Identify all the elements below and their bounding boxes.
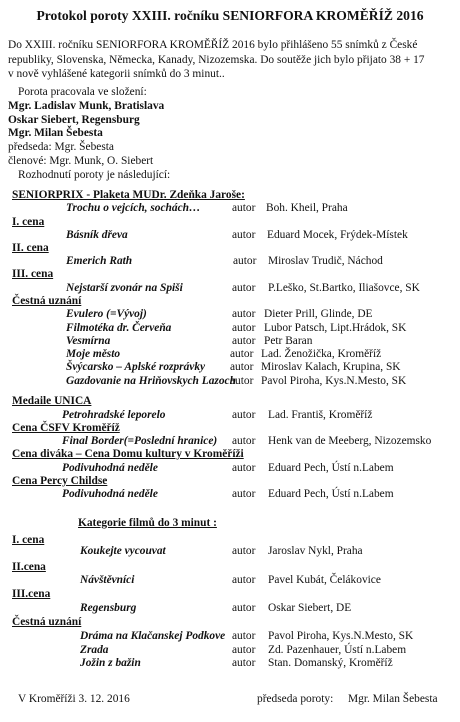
jury-chair: předseda: Mgr. Šebesta [8,141,114,154]
author-label: autor [232,644,256,656]
section-category-3min: Kategorie filmů do 3 minut : [78,517,217,529]
author-name: P.Leško, St.Bartko, Iliašovce, SK [268,282,420,294]
award-row [0,409,460,423]
intro-line: v nově vyhlášené kategorii snímků do 3 minut.. [8,68,225,80]
author-label: autor [232,574,256,586]
section-unica: Medaile UNICA [12,395,92,407]
author-label: autor [232,229,256,241]
author-name: Zd. Pazenhauer, Ústí n.Labem [268,644,407,656]
section-3min-first: I. cena [12,534,45,546]
section-third-prize: III. cena [12,268,54,280]
film-title: Koukejte vycouvat [80,545,166,557]
author-label: autor [232,409,256,421]
award-row [0,657,460,671]
author-name: Pavol Piroha, Kys.N.Mesto, SK [261,375,407,387]
award-row [0,308,460,322]
film-title: Moje město [66,348,121,360]
film-title: Trochu o vejcích, sochách… [66,202,201,214]
section-seniorprix: SENIORPRIX - Plaketa MUDr. Zdeňka Jaroše: [12,189,245,201]
intro-line: Do XXIII. ročníku SENIORFORA KROMĚŘÍŽ 2016 bylo přihlášeno 55 snímků z České [8,39,418,51]
award-row [0,322,460,336]
author-label: autor [232,308,256,320]
award-row [0,435,460,449]
award-row [0,361,460,375]
film-title: Petrohradské leporelo [62,409,166,421]
document-title: Protokol poroty XXIII. ročníku SENIORFORA KROMĚŘÍŽ 2016 [36,8,424,23]
author-label: autor [232,282,256,294]
award-row [0,335,460,349]
intro-paragraph [8,38,454,82]
film-title: Vesmírna [66,335,111,347]
section-first-prize: I. cena [12,216,45,228]
place-date: V Kroměříži 3. 12. 2016 [18,693,130,705]
award-row [0,375,460,389]
film-title: Zrada [80,644,109,656]
film-title: Švýcarsko – Aplské rozprávky [66,361,206,373]
author-name: Lad. Františ, Kroměříž [268,409,373,421]
award-row [0,348,460,362]
author-label: autor [232,630,256,642]
jury-decision: Rozhodnutí poroty je následující: [18,168,171,181]
award-row [0,602,460,616]
author-label: autor [233,255,257,267]
film-title: Nejstarší zvonár na Spiši [66,282,183,294]
section-second-prize: II. cena [12,242,49,254]
jury-member: Oskar Siebert, Regensburg [8,113,140,126]
author-label: autor [232,322,256,334]
film-title: Podivuhodná neděle [62,488,158,500]
film-title: Jožin z bažin [80,657,141,669]
author-label: autor [232,602,256,614]
award-row [0,644,460,658]
author-name: Eduard Pech, Ústí n.Labem [268,488,394,500]
film-title: Dráma na Klačanskej Podkove [80,630,226,642]
film-title: Regensburg [80,602,137,614]
author-name: Petr Baran [264,335,313,347]
author-name: Pavol Piroha, Kys.N.Mesto, SK [268,630,414,642]
film-title: Návštěvníci [80,574,135,586]
section-3min-honorable: Čestná uznání [12,616,82,628]
award-row [0,462,460,476]
author-name: Jaroslav Nykl, Praha [268,545,363,557]
award-row [0,255,460,269]
jury-others: členové: Mgr. Munk, O. Siebert [8,154,154,167]
film-title: Emerich Rath [66,255,133,267]
author-name: Eduard Mocek, Frýdek-Místek [267,229,408,241]
film-title: Gazdovanie na Hriňovskych Lazoch [66,375,236,387]
section-csfv: Cena ČSFV Kroměříž [12,422,120,434]
section-3min-third: III.cena [12,588,51,600]
film-title: Básník dřeva [66,229,128,241]
section-audience: Cena diváka – Cena Domu kultury v Kroměříži [12,448,244,460]
jury-member: Mgr. Milan Šebesta [8,127,103,140]
author-name: Stan. Domanský, Kroměříž [268,657,393,669]
film-title: Evulero (=Vývoj) [66,308,147,320]
author-name: Oskar Siebert, DE [268,602,352,614]
author-label: autor [232,335,256,347]
chair-name: Mgr. Milan Šebesta [348,693,438,705]
author-label: autor [230,375,254,387]
author-label: autor [230,361,254,373]
jury-section [8,86,448,183]
author-name: Lad. Ženožička, Kroměříž [261,348,382,360]
author-label: autor [232,488,256,500]
award-row [0,574,460,588]
author-name: Miroslav Trudič, Náchod [268,255,383,267]
award-row [0,282,460,296]
award-row [0,202,460,216]
footer [0,693,460,707]
author-label: autor [230,348,254,360]
author-label: autor [232,202,256,214]
film-title: Podivuhodná neděle [62,462,158,474]
author-name: Lubor Patsch, Lipt.Hrádok, SK [264,322,407,334]
award-row [0,630,460,644]
section-honorable: Čestná uznání [12,295,82,307]
chair-label: předseda poroty: [257,693,334,705]
intro-line: republiky, Slovenska, Německa, Kanady, Nizozemska. Do soutěže jich bylo přijato 38 + 17 [8,53,425,66]
author-label: autor [232,435,256,447]
author-label: autor [232,462,256,474]
section-3min-second: II.cena [12,561,46,573]
author-name: Miroslav Kalach, Krupina, SK [261,361,401,373]
award-row [0,229,460,243]
author-label: autor [232,657,256,669]
award-row [0,545,460,559]
author-name: Henk van de Meeberg, Nizozemsko [268,435,432,447]
award-row [0,488,460,502]
author-name: Boh. Kheil, Praha [266,202,348,214]
author-name: Pavel Kubát, Čelákovice [268,574,381,586]
author-name: Dieter Prill, Glinde, DE [264,308,373,320]
film-title: Final Border(=Poslední hranice) [62,435,218,447]
author-label: autor [232,545,256,557]
jury-member: Mgr. Ladislav Munk, Bratislava [8,99,165,112]
jury-intro: Porota pracovala ve složení: [18,86,147,98]
film-title: Filmotéka dr. Červeňa [66,322,172,334]
author-name: Eduard Pech, Ústí n.Labem [268,462,394,474]
section-percy: Cena Percy Childse [12,475,108,487]
